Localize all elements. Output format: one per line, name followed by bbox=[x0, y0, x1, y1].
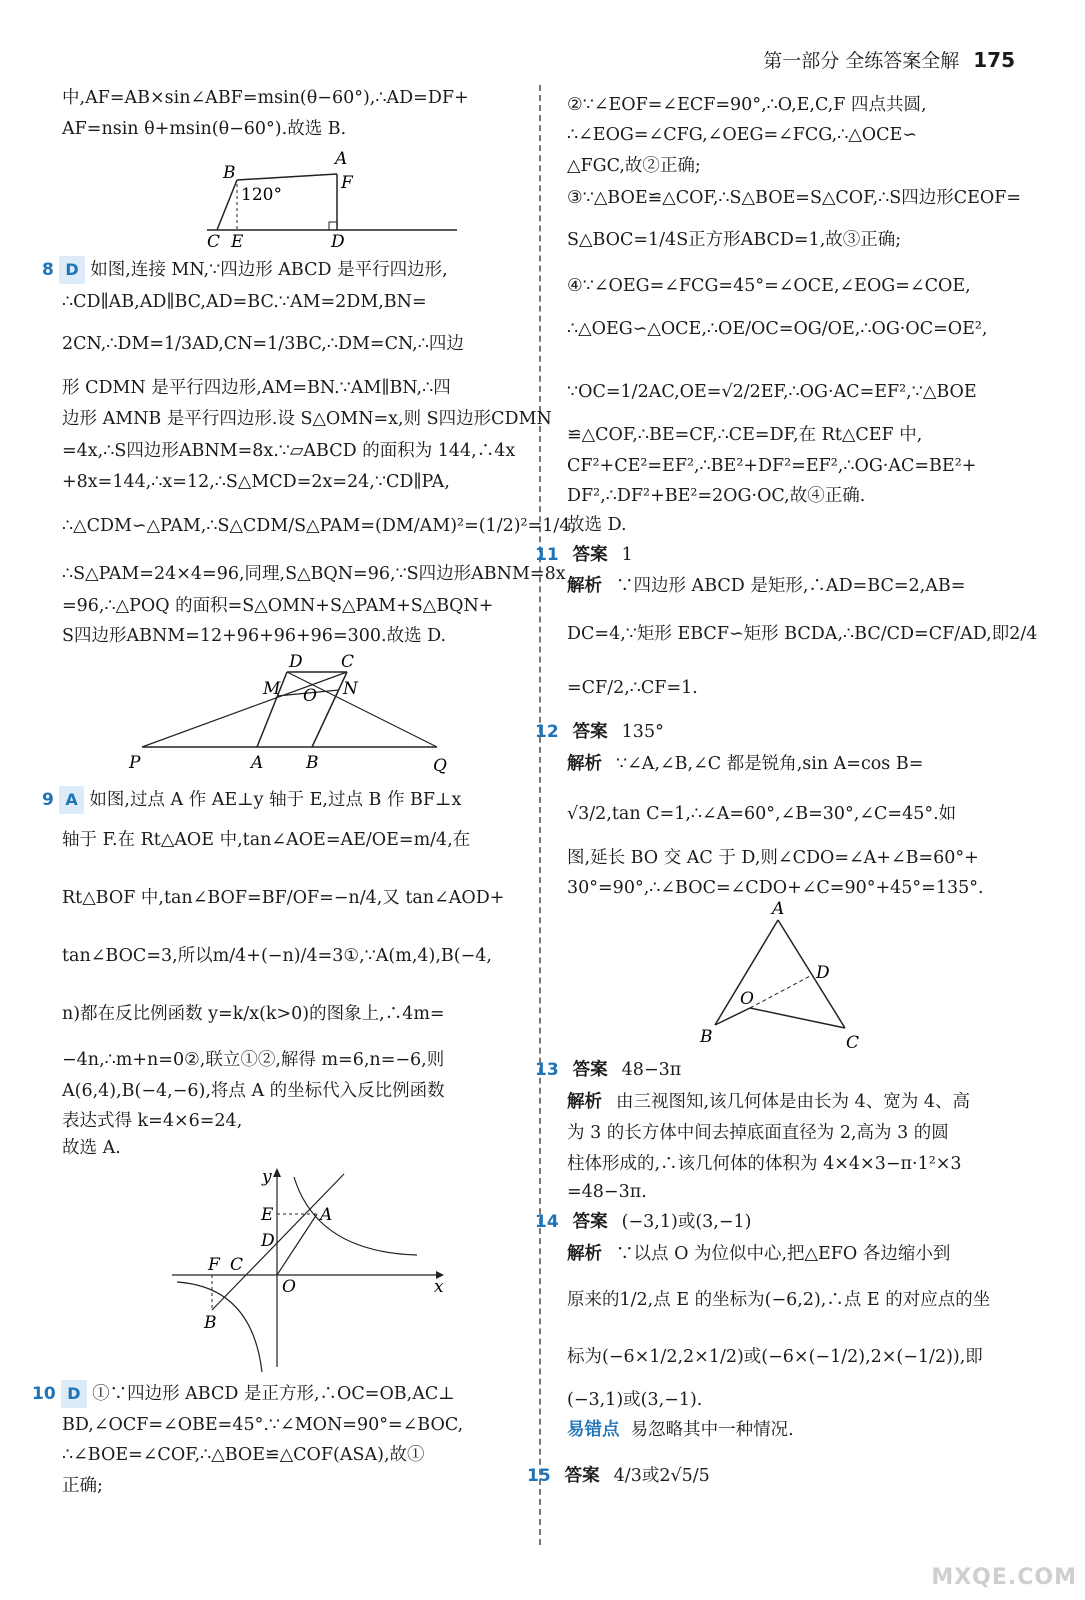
fig-label: B bbox=[306, 753, 319, 773]
question-number: 13 bbox=[535, 1060, 559, 1080]
question-14 bbox=[535, 1208, 751, 1236]
tip-text: 易忽略其中一种情况. bbox=[630, 1420, 794, 1440]
fig-label: D bbox=[816, 963, 830, 983]
figure-q7 bbox=[187, 150, 467, 250]
text-line: 正确; bbox=[62, 1476, 103, 1496]
analysis-line bbox=[567, 750, 923, 778]
tip-label: 易错点 bbox=[567, 1420, 620, 1440]
fig-label: D bbox=[289, 652, 303, 672]
fig-label: B bbox=[223, 163, 236, 183]
fig-label: C bbox=[207, 232, 221, 250]
answer-label: 答案 bbox=[564, 1466, 600, 1486]
analysis-label: 解析 bbox=[567, 754, 602, 774]
question-number: 8 bbox=[42, 260, 54, 280]
watermark: MXQE.COM bbox=[931, 1565, 1077, 1590]
answer-badge: D bbox=[59, 256, 84, 284]
answer-value: (−3,1)或(3,−1) bbox=[621, 1212, 752, 1232]
text-line: ∴∠BOE=∠COF,∴△BOE≌△COF(ASA),故① bbox=[62, 1445, 425, 1465]
fig-label: O bbox=[303, 686, 317, 706]
text-line: ∴S△PAM=24×4=96,同理,S△BQN=96,∵S四边形ABNM=8x bbox=[62, 564, 566, 584]
fig-angle: 120° bbox=[241, 185, 282, 205]
question-11 bbox=[535, 541, 633, 569]
answer-value: 4/3或2√5/5 bbox=[613, 1466, 710, 1486]
answer-label: 答案 bbox=[572, 545, 608, 565]
text-line: DF²,∴DF²+BE²=2OG·OC,故④正确. bbox=[567, 486, 866, 506]
text-line: △FGC,故②正确; bbox=[567, 156, 701, 176]
text-line: 为 3 的长方体中间去掉底面直径为 2,高为 3 的圆 bbox=[567, 1123, 949, 1143]
section-title: 第一部分 全练答案全解 bbox=[763, 50, 960, 72]
text-line: S△BOC=1/4S正方形ABCD=1,故③正确; bbox=[567, 230, 902, 250]
question-8 bbox=[42, 256, 448, 284]
text-line: 形 CDMN 是平行四边形,AM=BN.∵AM∥BN,∴四 bbox=[62, 378, 451, 398]
text-line: tan∠BOC=3,所以m/4+(−n)/4=3①,∵A(m,4),B(−4, bbox=[62, 946, 492, 966]
text-line: ①∵四边形 ABCD 是正方形,∴OC=OB,AC⊥ bbox=[92, 1384, 455, 1404]
answer-value: 48−3π bbox=[621, 1060, 682, 1080]
text-line: 如图,过点 A 作 AE⊥y 轴于 E,过点 B 作 BF⊥x bbox=[89, 790, 462, 810]
text-line: 如图,连接 MN,∵四边形 ABCD 是平行四边形, bbox=[90, 260, 448, 280]
text-line: ∴∠EOG=∠CFG,∠OEG=∠FCG,∴△OCE∽ bbox=[567, 125, 917, 145]
analysis-line bbox=[567, 1088, 970, 1116]
text-line: √3/2,tan C=1,∴∠A=60°,∠B=30°,∠C=45°.如 bbox=[567, 804, 957, 824]
analysis-line bbox=[567, 572, 965, 600]
question-number: 14 bbox=[535, 1212, 559, 1232]
text-line: ∴△OEG∽△OCE,∴OE/OC=OG/OE,∴OG·OC=OE², bbox=[567, 319, 988, 339]
question-number: 12 bbox=[535, 722, 559, 742]
analysis-line bbox=[567, 1240, 950, 1268]
question-15 bbox=[527, 1462, 710, 1490]
question-10 bbox=[32, 1380, 455, 1408]
tip-line bbox=[567, 1416, 794, 1444]
fig-label: N bbox=[343, 679, 358, 699]
text-line: ∴△CDM∽△PAM,∴S△CDM/S△PAM=(DM/AM)²=(1/2)²=1/4, bbox=[62, 516, 576, 536]
text-line: 由三视图知,该几何体是由长为 4、宽为 4、高 bbox=[616, 1092, 970, 1112]
text-line: 表达式得 k=4×6=24, bbox=[62, 1111, 243, 1131]
fig-label: Q bbox=[433, 756, 447, 776]
text-line: DC=4,∵矩形 EBCF∽矩形 BCDA,∴BC/CD=CF/AD,即2/4 bbox=[567, 624, 1038, 644]
text-line: AF=nsin θ+msin(θ−60°).故选 B. bbox=[62, 119, 347, 139]
fig-label: E bbox=[261, 1205, 274, 1225]
fig-label: E bbox=[231, 232, 244, 250]
figure-q9 bbox=[172, 1162, 452, 1377]
fig-label: y bbox=[262, 1167, 272, 1187]
text-line: =48−3π. bbox=[567, 1182, 647, 1202]
figure-q12 bbox=[690, 900, 870, 1055]
fig-label: B bbox=[700, 1027, 713, 1047]
text-line: 轴于 F.在 Rt△AOE 中,tan∠AOE=AE/OE=m/4,在 bbox=[62, 830, 471, 850]
fig-label: A bbox=[251, 753, 264, 773]
fig-label: F bbox=[208, 1255, 220, 1275]
question-number: 11 bbox=[535, 545, 559, 565]
text-line: ②∵∠EOF=∠ECF=90°,∴O,E,C,F 四点共圆, bbox=[567, 95, 927, 115]
analysis-label: 解析 bbox=[567, 576, 602, 596]
analysis-label: 解析 bbox=[567, 1092, 602, 1112]
text-line: 2CN,∴DM=1/3AD,CN=1/3BC,∴DM=CN,∴四边 bbox=[62, 334, 464, 354]
fig-label: A bbox=[335, 150, 348, 169]
text-line: 故选 D. bbox=[567, 515, 627, 535]
fig-label: x bbox=[434, 1277, 444, 1297]
text-line: A(6,4),B(−4,−6),将点 A 的坐标代入反比例函数 bbox=[62, 1081, 445, 1101]
text-line: ③∵△BOE≌△COF,∴S△BOE=S△COF,∴S四边形CEOF= bbox=[567, 188, 1022, 208]
text-line: ∵四边形 ABCD 是矩形,∴AD=BC=2,AB= bbox=[616, 576, 966, 596]
answer-value: 135° bbox=[621, 722, 664, 742]
fig-label: A bbox=[772, 900, 785, 919]
text-line: ∵OC=1/2AC,OE=√2/2EF,∴OG·AC=EF²,∵△BOE bbox=[567, 382, 977, 402]
question-9 bbox=[42, 786, 461, 814]
text-line: ≌△COF,∴BE=CF,∴CE=DF,在 Rt△CEF 中, bbox=[567, 425, 923, 445]
fig-label: O bbox=[282, 1277, 296, 1297]
answer-label: 答案 bbox=[572, 1060, 608, 1080]
text-line: 边形 AMNB 是平行四边形.设 S△OMN=x,则 S四边形CDMN bbox=[62, 409, 552, 429]
fig-label: C bbox=[341, 652, 355, 672]
answer-value: 1 bbox=[621, 545, 633, 565]
answer-label: 答案 bbox=[572, 722, 608, 742]
text-line: 柱体形成的,∴该几何体的体积为 4×4×3−π·1²×3 bbox=[567, 1154, 962, 1174]
question-12 bbox=[535, 718, 664, 746]
text-line: Rt△BOF 中,tan∠BOF=BF/OF=−n/4,又 tan∠AOD+ bbox=[62, 888, 505, 908]
text-line: 中,AF=AB×sin∠ABF=msin(θ−60°),∴AD=DF+ bbox=[62, 88, 469, 108]
answer-badge: A bbox=[59, 786, 83, 814]
fig-label: O bbox=[740, 989, 754, 1009]
text-line: 原来的1/2,点 E 的坐标为(−6,2),∴点 E 的对应点的坐 bbox=[567, 1290, 991, 1310]
text-line: −4n,∴m+n=0②,联立①②,解得 m=6,n=−6,则 bbox=[62, 1050, 445, 1070]
answer-label: 答案 bbox=[572, 1212, 608, 1232]
text-line: 30°=90°,∴∠BOC=∠CDO+∠C=90°+45°=135°. bbox=[567, 878, 984, 898]
analysis-label: 解析 bbox=[567, 1244, 602, 1264]
fig-label: P bbox=[129, 753, 141, 773]
text-line: BD,∠OCF=∠OBE=45°.∵∠MON=90°=∠BOC, bbox=[62, 1415, 464, 1435]
question-13 bbox=[535, 1056, 681, 1084]
text-line: ④∵∠OEG=∠FCG=45°=∠OCE,∠EOG=∠COE, bbox=[567, 276, 971, 296]
text-line: n)都在反比例函数 y=k/x(k>0)的图象上,∴4m= bbox=[62, 1004, 445, 1024]
fig-label: B bbox=[204, 1313, 217, 1333]
figure-q8 bbox=[117, 650, 517, 780]
fig-label: C bbox=[230, 1255, 244, 1275]
text-line: =CF/2,∴CF=1. bbox=[567, 678, 698, 698]
text-line: =96,∴△POQ 的面积=S△OMN+S△PAM+S△BQN+ bbox=[62, 596, 494, 616]
fig-label: M bbox=[263, 679, 281, 699]
text-line: (−3,1)或(3,−1). bbox=[567, 1390, 703, 1410]
question-number: 9 bbox=[42, 790, 54, 810]
text-line: ∵以点 O 为位似中心,把△EFO 各边缩小到 bbox=[616, 1244, 951, 1264]
fig-label: C bbox=[846, 1033, 860, 1053]
fig-label: D bbox=[261, 1231, 275, 1251]
page-header bbox=[763, 46, 1015, 73]
text-line: 标为(−6×1/2,2×1/2)或(−6×(−1/2),2×(−1/2)),即 bbox=[567, 1347, 983, 1367]
text-line: ∵∠A,∠B,∠C 都是锐角,sin A=cos B= bbox=[616, 754, 924, 774]
column-divider bbox=[539, 85, 541, 1545]
page-number: 175 bbox=[973, 48, 1015, 72]
text-line: CF²+CE²=EF²,∴BE²+DF²=EF²,∴OG·AC=BE²+ bbox=[567, 456, 977, 476]
text-line: S四边形ABNM=12+96+96+96=300.故选 D. bbox=[62, 626, 447, 646]
question-number: 10 bbox=[32, 1384, 56, 1404]
fig-label: D bbox=[331, 232, 345, 250]
text-line: 图,延长 BO 交 AC 于 D,则∠CDO=∠A+∠B=60°+ bbox=[567, 848, 979, 868]
question-number: 15 bbox=[527, 1466, 551, 1486]
text-line: 故选 A. bbox=[62, 1138, 121, 1158]
answer-badge: D bbox=[61, 1380, 86, 1408]
text-line: =4x,∴S四边形ABNM=8x.∵▱ABCD 的面积为 144,∴4x bbox=[62, 441, 516, 461]
text-line: +8x=144,∴x=12,∴S△MCD=2x=24,∵CD∥PA, bbox=[62, 472, 450, 492]
text-line: ∴CD∥AB,AD∥BC,AD=BC.∵AM=2DM,BN= bbox=[62, 292, 427, 312]
fig-label: A bbox=[320, 1205, 333, 1225]
fig-label: F bbox=[341, 173, 353, 193]
